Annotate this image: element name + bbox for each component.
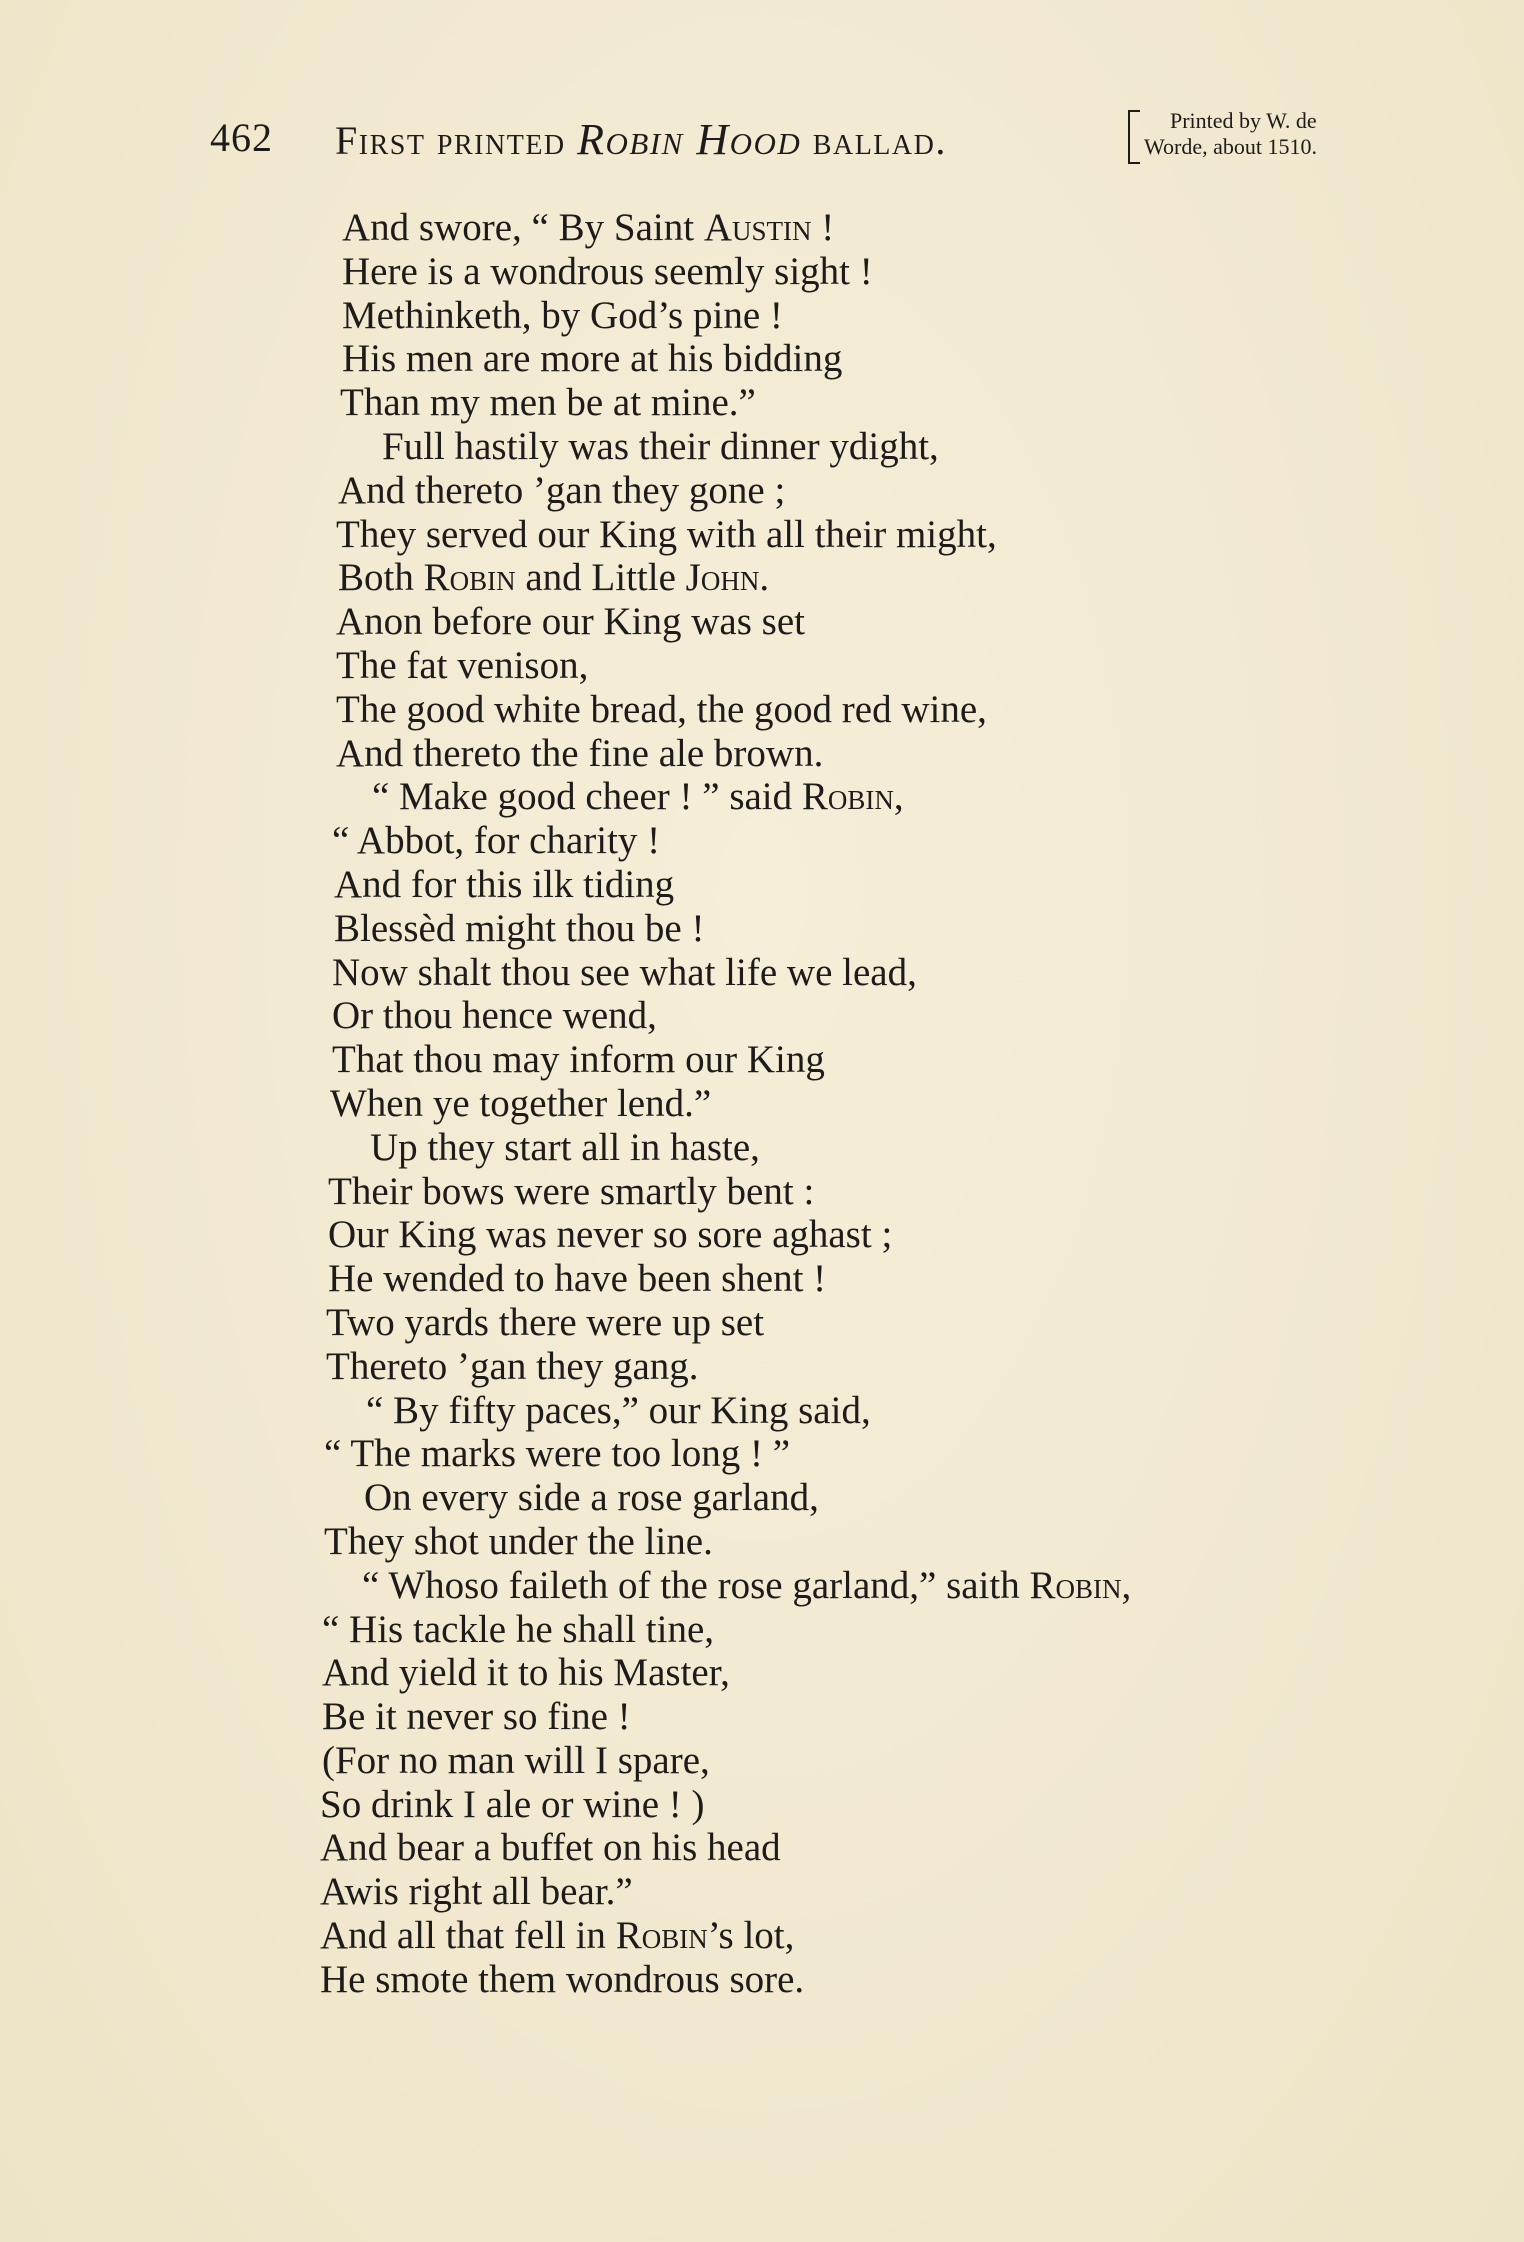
line-text: “ Whoso faileth of the rose garland,” saith (362, 1563, 1030, 1607)
running-head (335, 114, 947, 165)
poem-line (320, 1783, 1470, 1827)
line-text: Our King was never so sore aghast ; (328, 1213, 893, 1257)
poem-line (320, 951, 1470, 995)
side-note-line-2: Worde, about 1510. (1144, 134, 1317, 159)
line-text: And thereto ’gan they gone ; (338, 468, 786, 512)
line-text: And for this ilk tiding (334, 862, 675, 906)
poem-line (320, 250, 1470, 294)
line-text: Full hastily was their dinner ydight, (382, 424, 939, 468)
line-text: The good white bread, the good red wine, (336, 687, 987, 731)
line-text: His men are more at his bidding (342, 337, 843, 381)
line-text: . (759, 556, 770, 600)
running-head-title: Robin Hood (577, 115, 802, 164)
line-text: Here is a wondrous seemly sight ! (342, 249, 873, 293)
poem-line (320, 1695, 1470, 1739)
line-text: “ Abbot, for charity ! (332, 819, 661, 863)
poem-line (320, 994, 1470, 1038)
line-text: Anon before our King was set (336, 600, 805, 644)
poem-line (320, 1389, 1470, 1433)
line-text: “ The marks were too long ! ” (324, 1432, 791, 1476)
proper-name: Robin (801, 775, 894, 819)
poem-line (320, 907, 1470, 951)
running-head-end: ballad. (801, 118, 947, 163)
poem-line (320, 688, 1470, 732)
poem-line (320, 775, 1470, 819)
line-text: “ His tackle he shall tine, (322, 1607, 715, 1651)
poem-line (320, 1870, 1470, 1914)
proper-name: Austin (703, 206, 812, 249)
poem-line (320, 206, 1470, 250)
poem-line (320, 294, 1470, 338)
line-text: He smote them wondrous sore. (320, 1957, 805, 2001)
line-text: They served our King with all their might, (336, 512, 997, 556)
poem-line (320, 513, 1470, 557)
line-text: Be it never so fine ! (322, 1695, 631, 1739)
line-text: Two yards there were up set (326, 1300, 765, 1344)
line-text: Thereto ’gan they gang. (326, 1344, 699, 1388)
line-text: Their bows were smartly bent : (328, 1169, 815, 1213)
line-text: When ye together lend.” (330, 1081, 712, 1125)
poem-line (320, 1082, 1470, 1126)
line-text: So drink I ale or wine ! ) (320, 1782, 705, 1826)
poem-line (320, 1651, 1470, 1695)
line-text: He wended to have been shent ! (328, 1257, 827, 1301)
line-text: (For no man will I spare, (322, 1738, 710, 1782)
line-text: , (1121, 1563, 1132, 1607)
line-text: Now shalt thou see what life we lead, (332, 950, 917, 994)
poem-line (320, 863, 1470, 907)
poem-line (320, 1608, 1470, 1652)
line-text: ’s lot, (707, 1914, 795, 1958)
poem-line (320, 1213, 1470, 1257)
poem-line (320, 1914, 1470, 1958)
proper-name: Robin (423, 556, 516, 600)
poem-line (320, 732, 1470, 776)
line-text: “ By fifty paces,” our King said, (366, 1388, 871, 1432)
running-head-start: First printed (335, 118, 578, 163)
poem-line (320, 1038, 1470, 1082)
poem-body (320, 206, 1470, 2002)
line-text: and Little (515, 556, 686, 600)
line-text: ! (811, 206, 835, 249)
proper-name: John (685, 556, 760, 600)
line-text: Methinketh, by God’s pine ! (342, 293, 783, 337)
line-text: , (893, 775, 904, 819)
side-note-bracket (1128, 110, 1140, 164)
line-text: And bear a buffet on his head (320, 1826, 781, 1870)
poem-line (320, 556, 1470, 600)
line-text: That thou may inform our King (332, 1038, 825, 1082)
line-text: On every side a rose garland, (364, 1476, 819, 1520)
poem-line (320, 1301, 1470, 1345)
poem-line (320, 819, 1470, 863)
poem-line (320, 425, 1470, 469)
page-number: 462 (210, 115, 273, 160)
line-text: Blessèd might thou be ! (334, 906, 705, 950)
poem-line (320, 469, 1470, 513)
poem-line (320, 1739, 1470, 1783)
poem-line (320, 644, 1470, 688)
poem-line (320, 600, 1470, 644)
poem-line (320, 1564, 1470, 1608)
line-text: Up they start all in haste, (370, 1125, 760, 1169)
line-text: They shot under the line. (324, 1519, 713, 1563)
line-text: And thereto the fine ale brown. (336, 731, 824, 775)
line-text: The fat venison, (336, 643, 589, 687)
poem-line (320, 1958, 1470, 2002)
line-text: And swore, “ By Saint (342, 206, 704, 249)
side-note-line-1: Printed by W. de (1170, 108, 1317, 133)
poem-line (320, 1826, 1470, 1870)
proper-name: Robin (615, 1914, 708, 1958)
poem-line (320, 1432, 1470, 1476)
poem-line (320, 337, 1470, 381)
line-text: Awis right all bear.” (320, 1870, 633, 1914)
line-text: And yield it to his Master, (322, 1651, 730, 1695)
poem-line (320, 1345, 1470, 1389)
line-text: Or thou hence wend, (332, 994, 657, 1038)
poem-line (320, 1170, 1470, 1214)
line-text: And all that fell in (320, 1914, 616, 1958)
poem-line (320, 1476, 1470, 1520)
page-header (210, 108, 1390, 168)
poem-line (320, 1520, 1470, 1564)
poem-line (320, 381, 1470, 425)
poem-line (320, 1126, 1470, 1170)
line-text: “ Make good cheer ! ” said (372, 775, 802, 819)
proper-name: Robin (1029, 1563, 1122, 1607)
line-text: Than my men be at mine.” (340, 381, 756, 425)
line-text: Both (338, 556, 424, 600)
poem-line (320, 1257, 1470, 1301)
